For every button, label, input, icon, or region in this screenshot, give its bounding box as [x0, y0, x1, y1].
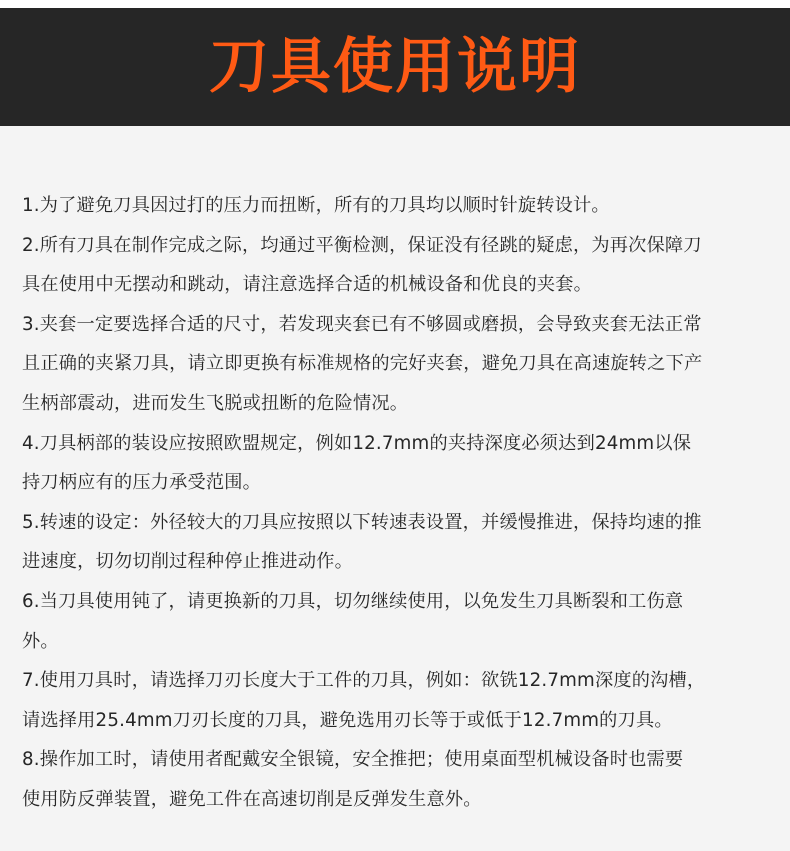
- page-title: 刀具使用说明: [209, 32, 581, 102]
- instruction-1-line-1: 1.为了避免刀具因过打的压力而扭断，所有的刀具均以顺时针旋转设计。: [22, 195, 610, 216]
- instruction-7-line-1: 7.使用刀具时，请选择刀刃长度大于工件的刀具，例如：欲铣12.7mm深度的沟槽，: [22, 670, 706, 692]
- instruction-3-line-2: 且正确的夹紧刀具，请立即更换有标准规格的完好夹套，避免刀具在高速旋转之下产: [22, 353, 703, 375]
- instruction-8-line-2: 使用防反弹装置，避免工件在高速切削是反弹发生意外。: [22, 788, 482, 810]
- instruction-3-line-3: 生柄部震动，进而发生飞脱或扭断的危险情况。: [22, 392, 409, 414]
- instruction-2-line-2: 具在使用中无摆动和跳动，请注意选择合适的机械设备和优良的夹套。: [22, 274, 593, 296]
- instruction-7-line-2: 请选择用25.4mm刀刃长度的刀具，避免选用刃长等于或低于12.7mm的刀具。: [22, 709, 673, 731]
- instruction-8-line-1: 8.操作加工时，请使用者配戴安全银镜，安全推把；使用桌面型机械设备时也需要: [22, 749, 684, 771]
- instructions-list: [22, 186, 770, 820]
- header-banner: [0, 8, 790, 126]
- instruction-5: [22, 503, 770, 582]
- instruction-5-line-1: 5.转速的设定：外径较大的刀具应按照以下转速表设置，并缓慢推进，保持均速的推: [22, 511, 702, 533]
- top-margin-strip: [0, 0, 790, 8]
- instruction-2: [22, 226, 770, 305]
- instruction-5-line-2: 进速度，切勿切削过程种停止推进动作。: [22, 551, 353, 573]
- instruction-3: [22, 305, 770, 424]
- instruction-6: [22, 582, 770, 661]
- instruction-7: [22, 661, 770, 740]
- instruction-3-line-1: 3.夹套一定要选择合适的尺寸，若发现夹套已有不够圆或磨损，会导致夹套无法正常: [22, 313, 702, 335]
- instruction-2-line-1: 2.所有刀具在制作完成之际，均通过平衡检测，保证没有径跳的疑虑，为再次保障刀: [22, 234, 702, 256]
- instruction-1: [22, 186, 770, 226]
- instruction-4-line-2: 持刀柄应有的压力承受范围。: [22, 472, 262, 494]
- instruction-6-line-1: 6.当刀具使用钝了，请更换新的刀具，切勿继续使用，以免发生刀具断裂和工伤意: [22, 590, 684, 612]
- instruction-6-line-2: 外。: [22, 630, 59, 652]
- instruction-4-line-1: 4.刀具柄部的装设应按照欧盟规定，例如12.7mm的夹持深度必须达到24mm以保: [22, 432, 692, 454]
- instruction-4: [22, 424, 770, 503]
- instruction-8: [22, 740, 770, 819]
